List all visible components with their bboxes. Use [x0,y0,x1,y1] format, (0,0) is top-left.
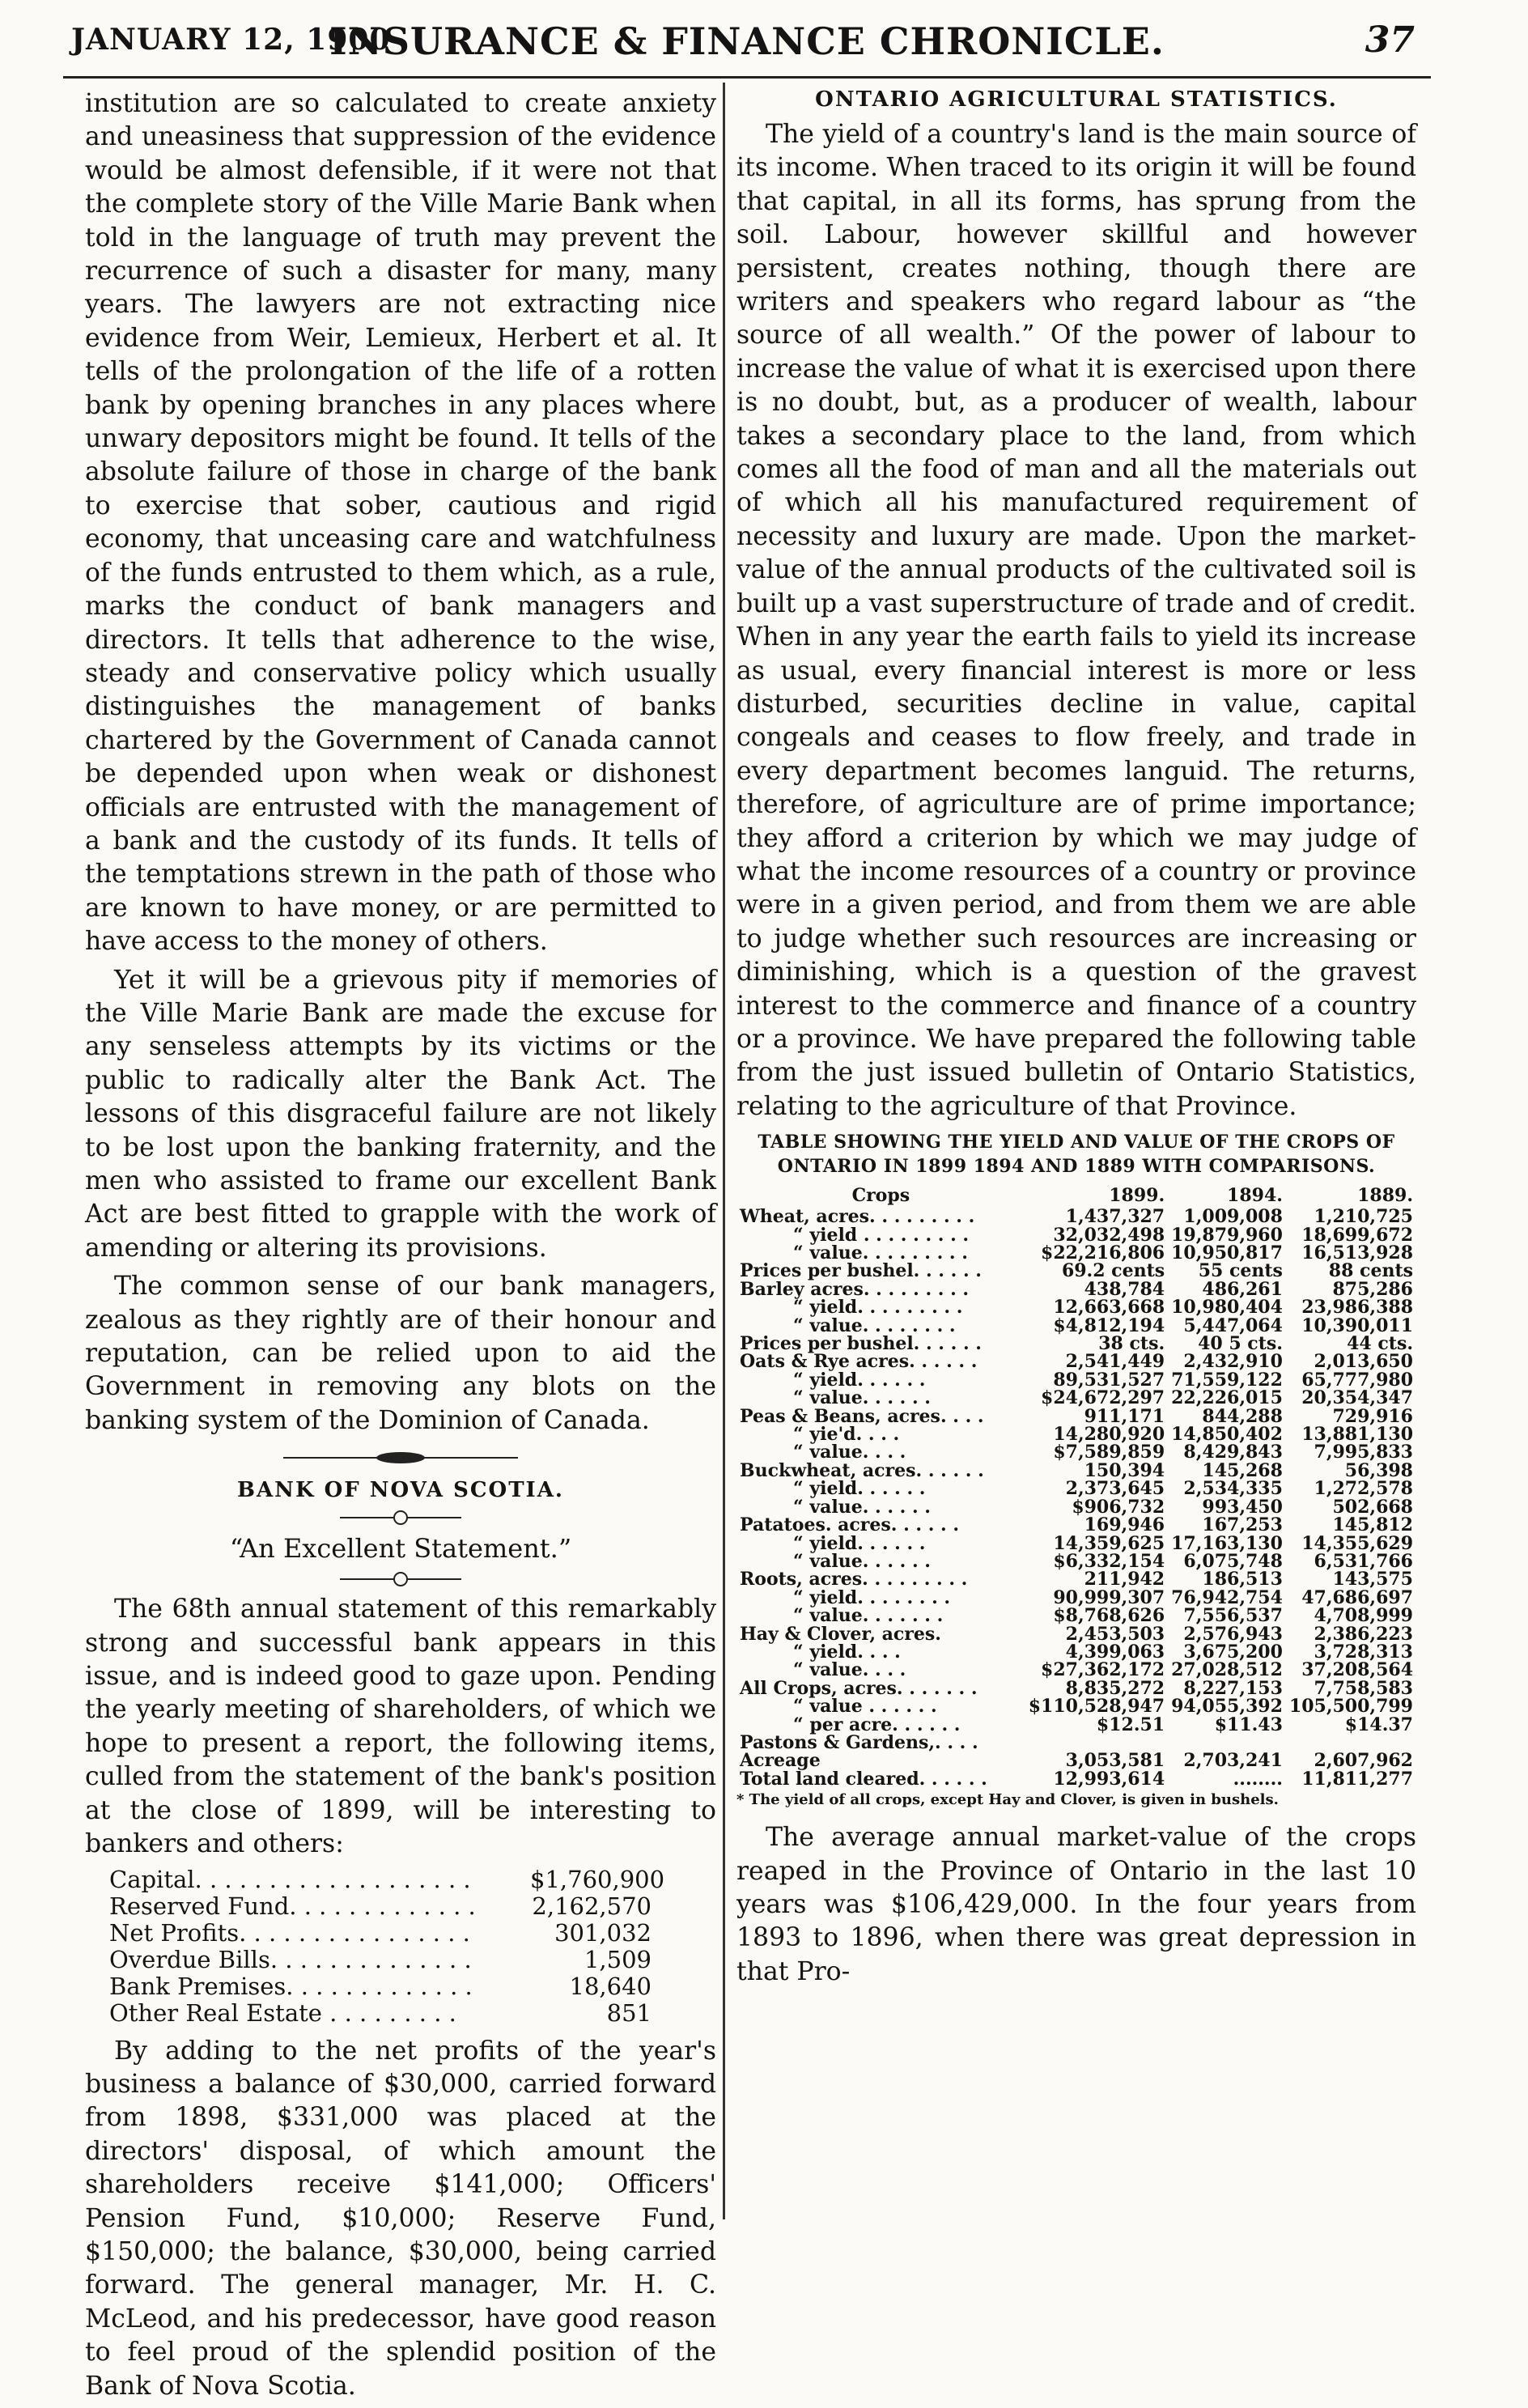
table-row: Roots, acres. . . . . . . . . 211,942 186,513 143,575 [740,1569,1413,1590]
table-row: Pastons & Gardens,. . . . [740,1731,978,1753]
page-header [63,11,1431,79]
table-row: Buckwheat, acres. . . . . . 150,394 145,268 56,398 [740,1459,1413,1481]
table-row: Hay & Clover, acres. 2,453,503 2,576,943 2,386,223 [740,1623,1413,1645]
ville-marie-paragraph-2: Yet it will be a grievous pity if memories of the Ville Marie Bank are made the excuse for any senseless attempts by its victims or the public to radically alter the Bank Act. The lessons of this disgraceful failure are not likely to be lost upon the banking fraternity, and the men who assisted to frame our excellent Bank Act are best fitted to grapple with the work of amending or altering its provisions. [85,965,716,1263]
table-row: Patatoes. acres. . . . . . 169,946 167,253 145,812 [740,1514,1413,1536]
table-row: Prices per bushel. . . . . . 38 cts. 40 5 cts. 44 cts. [740,1333,1413,1355]
ville-marie-paragraph-3: The common sense of our bank managers, zealous as they rightly are of their honour and reputation, can be relied upon to aid the Government in removing any blots on the banking system of the Dominion of Canada. [85,1272,716,1435]
table-row: Barley acres. . . . . . . . . 438,784 486,261 875,286 [740,1278,1413,1300]
figure-row: Reserved Fund. . . . . . . . . . . . . 2,162,570 [109,1892,652,1920]
right-column [736,87,1416,1994]
small-divider [340,1509,461,1527]
table-row: “ yield. . . . . . 14,359,625 17,163,130 14,355,629 [793,1532,1413,1554]
section-subtitle: “An Excellent Statement.” [229,1533,572,1565]
table-row: Total land cleared. . . . . . 12,993,614 ........ 11,811,277 [740,1768,1413,1790]
crop-table [736,1183,1416,1788]
ornamental-divider [283,1449,518,1467]
figure-row: Bank Premises. . . . . . . . . . . . . 18,640 [109,1972,652,2000]
small-divider [340,1570,461,1588]
table-row: “ value. . . . $7,589,859 8,429,843 7,995,833 [793,1442,1413,1463]
table-row: “ yield . . . . . . . . . 32,032,498 19,879,960 18,699,672 [793,1224,1413,1246]
table-row: “ yield. . . . . . . . 90,999,307 76,942,754 47,686,697 [793,1586,1413,1608]
table-row: All Crops, acres. . . . . . . 8,835,272 8,227,153 7,758,583 [740,1677,1413,1699]
section-title-ontario-statistics: ONTARIO AGRICULTURAL STATISTICS. [815,87,1338,112]
table-row: Acreage 3,053,581 2,703,241 2,607,962 [740,1750,1413,1772]
table-row: “ yield. . . . . . . . . 12,663,668 10,980,404 23,986,388 [793,1297,1413,1319]
ontario-paragraph-2: The average annual market-value of the crops reaped in the Province of Ontario in the last 10 years was $106,429,000. In the four years from 1893 to 1896, when there was great depression in that Pro- [736,1823,1416,1986]
figure-row: Capital. . . . . . . . . . . . . . . . . . . $1,760,900 [109,1865,665,1893]
table-row: “ yie'd. . . . 14,280,920 14,850,402 13,881,130 [793,1424,1413,1446]
table-row: “ per acre. . . . . . $12.51 $11.43 $14.37 [793,1714,1413,1735]
table-header-row: Crops 1899. 1894. 1889. [851,1185,1413,1207]
table-footnote: * The yield of all crops, except Hay and Clover, is given in bushels. [736,1791,1279,1809]
table-row: “ value. . . . . . $24,672,297 22,226,015 20,354,347 [793,1387,1413,1409]
figure-row: Overdue Bills. . . . . . . . . . . . . . 1,509 [109,1945,652,1973]
section-title-bank-nova-scotia: BANK OF NOVA SCOTIA. [237,1478,564,1503]
figure-row: Other Real Estate . . . . . . . . . 851 [109,1998,652,2027]
table-row: “ yield. . . . . . 89,531,527 71,559,122 65,777,980 [793,1369,1413,1391]
table-row: Prices per bushel. . . . . . 69.2 cents 55 cents 88 cents [740,1260,1413,1282]
issue-date: JANUARY 12, 1900 [71,23,391,57]
nova-scotia-paragraph-2: By adding to the net profits of the year's business a balance of $30,000, carried forward from 1898, $331,000 was placed at the directors' disposal, of which amount the shareholders receive $141,000; Officers' Pension Fund, $10,000; Reserve Fund, $150,000; the balance, $30,000, being carried forward. The general manager, Mr. H. C. McLeod, and his predecessor, have good reason to feel proud of the splendid position of the Bank of Nova Scotia. [85,2036,716,2401]
column-divider [723,83,725,2219]
table-row: “ value . . . . . . $110,528,947 94,055,392 105,500,799 [793,1696,1413,1718]
nova-scotia-paragraph-1: The 68th annual statement of this remarkably strong and successful bank appears in this issue, and is indeed good to gaze upon. Pending the yearly meeting of shareholders, of which we hope to present a report, the following items, culled from the statement of the bank's position at the close of 1899, will be interesting to bankers and others: [85,1595,716,1859]
table-row: “ yield. . . . . . 2,373,645 2,534,335 1,272,578 [793,1478,1413,1500]
page-number: 37 [1365,19,1415,61]
table-row: “ value. . . . . . . . $4,812,194 5,447,064 10,390,011 [793,1314,1413,1336]
table-row: “ value. . . . . . $6,332,154 6,075,748 6,531,766 [793,1550,1413,1572]
table-row: “ yield. . . . 4,399,063 3,675,200 3,728,313 [793,1641,1413,1663]
table-row: Oats & Rye acres. . . . . . 2,541,449 2,432,910 2,013,650 [740,1351,1413,1373]
ville-marie-paragraph-1: institution are so calculated to create anxiety and uneasiness that suppression of the evidence would be almost defensible, if it were not that the complete story of the Ville Marie Bank when told in the language of truth may prevent the recurrence of such a disaster for many, many years. The lawyers are not extracting nice evidence from Weir, Lemieux, Herbert et al. It tells of the prolongation of the life of a rotten bank by opening branches in any places where unwary depositors might be found. It tells of the absolute failure of those in charge of the bank to exercise that sober, cautious and rigid economy, that unceasing care and watchfulness of the funds entrusted to them which, as a rule, marks the conduct of bank managers and directors. It tells that adherence to the wise, steady and conservative policy which usually distinguishes the management of banks chartered by the Government of Canada cannot be depended upon when weak or dishonest officials are entrusted with the management of a bank and the custody of its funds. It tells of the temptations strewn in the path of those who are known to have money, or are permitted to have access to the money of others. [85,89,716,957]
left-column [85,87,716,2408]
table-row: “ value. . . . . . $906,732 993,450 502,668 [793,1496,1413,1518]
table-row: “ value. . . . $27,362,172 27,028,512 37,208,564 [793,1659,1413,1681]
figure-row: Net Profits. . . . . . . . . . . . . . . . 301,032 [109,1918,652,1947]
table-row: “ value. . . . . . . . . $22,216,806 10,950,817 16,513,928 [793,1242,1413,1263]
publication-title: INSURANCE & FINANCE CHRONICLE. [329,19,1165,63]
table-caption: TABLE SHOWING THE YIELD AND VALUE OF THE CROPS OF ONTARIO IN 1899 1894 AND 1889 WITH COMPARISONS. [758,1132,1395,1178]
ontario-paragraph-1: The yield of a country's land is the main source of its income. When traced to its origin it will be found that capital, in all its forms, has sprung from the soil. Labour, however skillful and however persistent, creates nothing, though there are writers and speakers who regard labour as “the source of all wealth.” Of the power of labour to increase the value of what it is exercised upon there is no doubt, but, as a producer of wealth, labour takes a secondary place to the land, from which comes all the food of man and all the materials out of which all his manufactured requirement of necessity and luxury are made. Upon the market-value of the annual products of the cultivated soil is built up a vast superstructure of trade and of credit. When in any year the earth fails to yield its increase as usual, every financial interest is more or less disturbed, securities decline in value, capital congeals and ceases to flow freely, and trade in every department becomes languid. The returns, therefore, of agriculture are of prime importance; they afford a criterion by which we may judge of what the income resources of a country or province were in a given period, and from them we are able to judge whether such resources are increasing or diminishing, which is a question of the gravest interest to the commerce and finance of a country or a province. We have prepared the following table from the just issued bulletin of Ontario Statistics, relating to the agriculture of that Province. [736,120,1416,1121]
bank-figures [109,1867,716,2027]
table-row: Peas & Beans, acres. . . . 911,171 844,288 729,916 [740,1405,1413,1427]
table-row: “ value. . . . . . . $8,768,626 7,556,537 4,708,999 [793,1605,1413,1627]
table-row: Wheat, acres. . . . . . . . . 1,437,327 1,009,008 1,210,725 [740,1206,1413,1228]
